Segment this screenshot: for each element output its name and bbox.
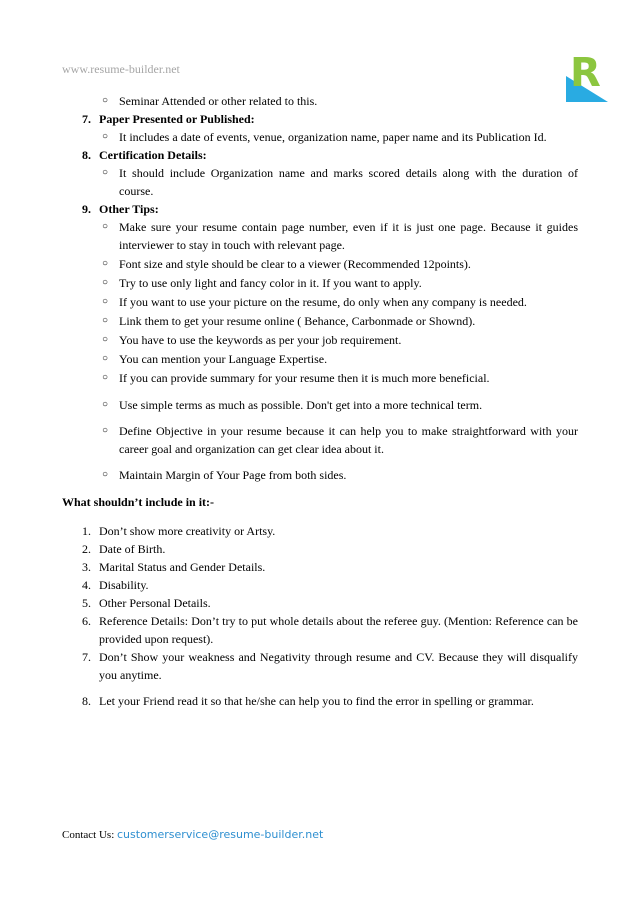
circle-bullet-icon: ○ (102, 95, 109, 106)
list-item: ○ You have to use the keywords as per your job requirement. (102, 333, 402, 347)
circle-bullet-icon: ○ (102, 296, 109, 307)
circle-bullet-icon: ○ (102, 425, 109, 436)
shouldnt-include-list (62, 522, 578, 710)
circle-bullet-icon: ○ (102, 131, 109, 142)
circle-bullet-icon: ○ (102, 372, 109, 383)
circle-bullet-icon: ○ (102, 469, 109, 480)
list-item: ○ Link them to get your resume online ( Behance, Carbonmade or Shownd). (102, 314, 476, 328)
list-item: ○ Font size and style should be clear to a viewer (Recommended 12points). (102, 257, 471, 271)
section-heading-9: 9. Other Tips: (82, 202, 159, 216)
list-item: ○ Use simple terms as much as possible. Don't get into a more technical term. (102, 398, 483, 412)
circle-bullet-icon: ○ (102, 258, 109, 269)
section-heading-8: 8. Certification Details: (82, 148, 207, 162)
list-item: 3. Marital Status and Gender Details. (82, 560, 266, 574)
logo-letter: R (570, 50, 601, 96)
list-item: ○ It includes a date of events, venue, organization name, paper name and its Publication Id. (102, 130, 547, 144)
list-item: 6. Reference Details: Don’t try to put whole details about the referee guy. (Mention: Reference can be provided upon request). (82, 614, 578, 646)
circle-bullet-icon: ○ (102, 334, 109, 345)
site-url[interactable]: www.resume-builder.net (62, 62, 180, 76)
list-item: ○ Seminar Attended or other related to this. (102, 94, 318, 108)
list-item: ○ If you can provide summary for your resume then it is much more beneficial. (102, 371, 490, 385)
list-item: ○ If you want to use your picture on the resume, do only when any company is needed. (102, 295, 527, 309)
contact-email-link[interactable]: customerservice@resume-builder.net (117, 828, 324, 841)
contact-label: Contact Us: (62, 829, 115, 841)
list-item: 5. Other Personal Details. (82, 596, 211, 610)
list-item: ○ Define Objective in your resume because it can help you to make straightforward with your career goal and organization can get clear idea about it. (102, 424, 578, 456)
section-heading-7: 7. Paper Presented or Published: (82, 112, 255, 126)
list-item: ○ It should include Organization name and marks scored details along with the duration of course. (102, 166, 578, 198)
list-item: ○ Make sure your resume contain page number, even if it is just one page. Because it guides interviewer to stay in touch with relevant page. (102, 220, 578, 252)
footer-contact (62, 828, 323, 841)
list-item: ○ You can mention your Language Expertise. (102, 352, 328, 366)
list-item: 4. Disability. (82, 578, 149, 592)
list-item: 8. Let your Friend read it so that he/she can help you to find the error in spelling or grammar. (82, 694, 534, 708)
shouldnt-include-heading: What shouldn’t include in it:- (62, 495, 215, 509)
list-item: ○ Maintain Margin of Your Page from both sides. (102, 468, 347, 482)
list-item: 7. Don’t Show your weakness and Negativity through resume and CV. Because they will disqualify you anytime. (82, 650, 578, 682)
circle-bullet-icon: ○ (102, 221, 109, 232)
list-item: ○ Try to use only light and fancy color in it. If you want to apply. (102, 276, 422, 290)
document-body (62, 90, 578, 710)
circle-bullet-icon: ○ (102, 399, 109, 410)
circle-bullet-icon: ○ (102, 315, 109, 326)
circle-bullet-icon: ○ (102, 353, 109, 364)
circle-bullet-icon: ○ (102, 277, 109, 288)
circle-bullet-icon: ○ (102, 167, 109, 178)
list-item: 2. Date of Birth. (82, 542, 166, 556)
list-item: 1. Don’t show more creativity or Artsy. (82, 524, 276, 538)
